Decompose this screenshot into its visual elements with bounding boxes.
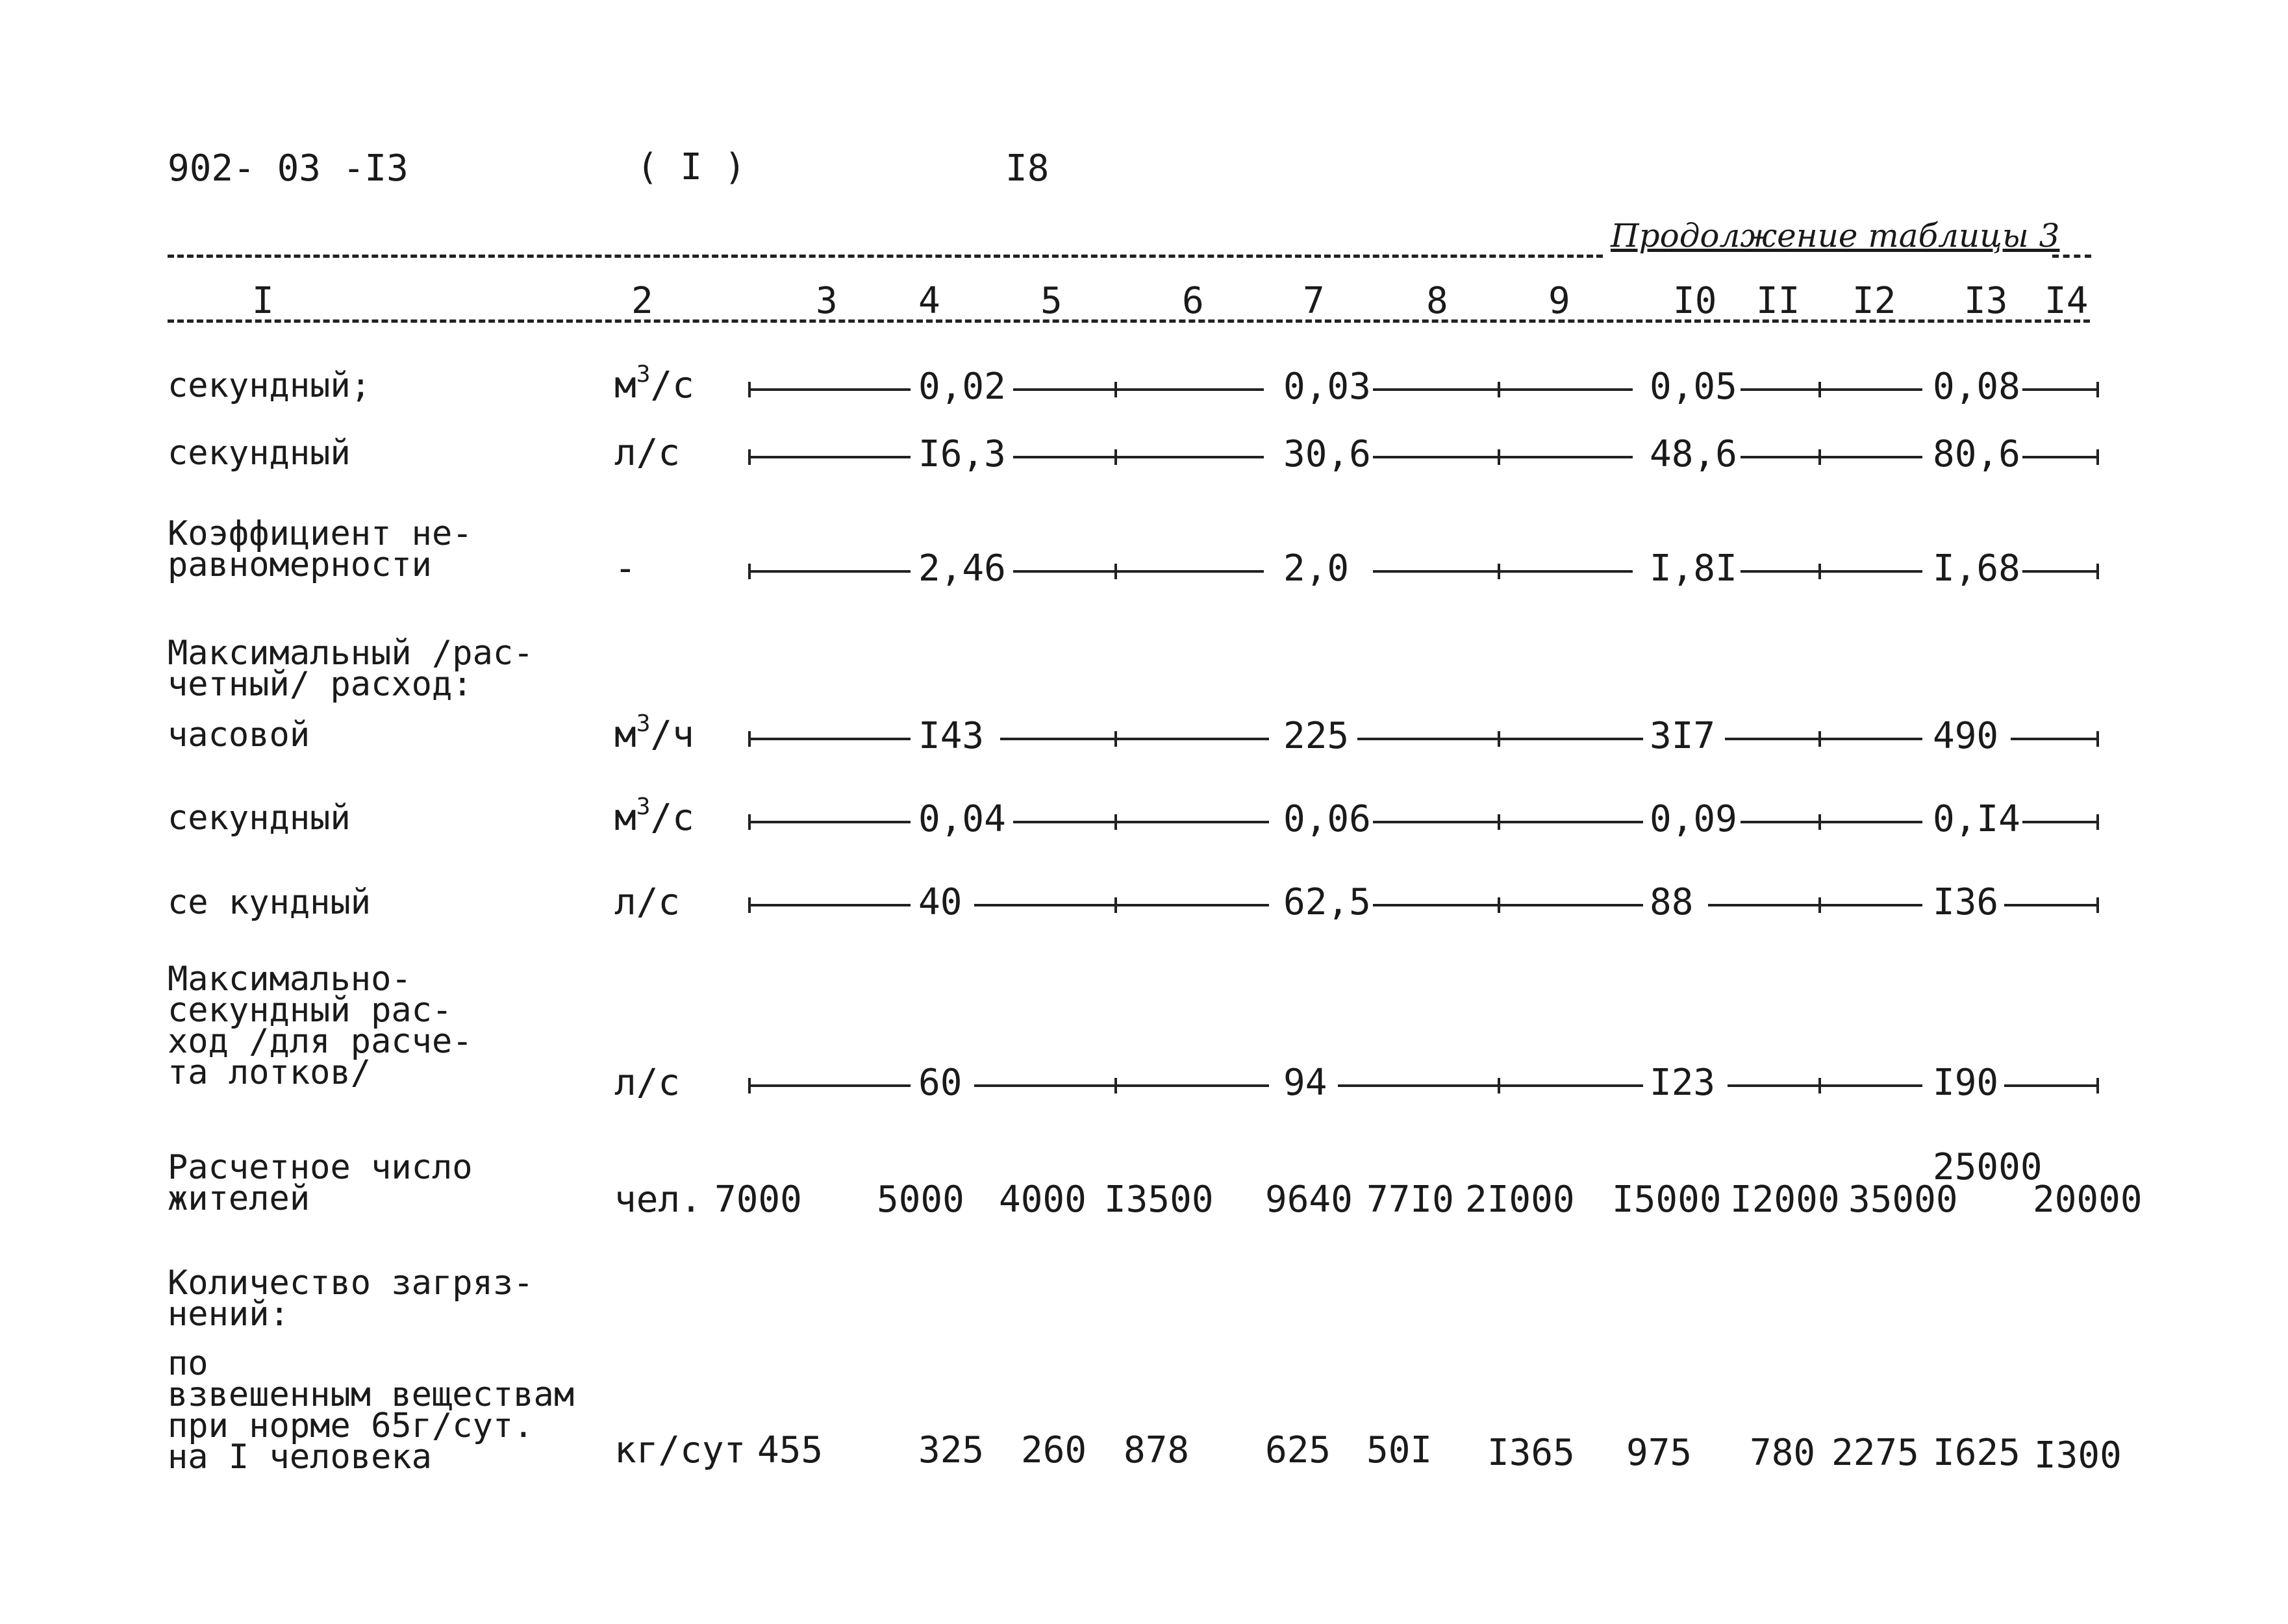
range-line [748,570,911,573]
range-line [2022,388,2099,391]
range-value: 225 [1283,715,1350,757]
range-tick [748,1078,751,1093]
top-dashed-rule [168,255,1603,258]
range-tick [1818,897,1821,913]
range-line [748,1084,911,1087]
range-tick [1114,564,1117,579]
range-value: 2,46 [918,547,1006,590]
range-value: 30,6 [1283,433,1371,475]
range-line [1741,456,1922,458]
range-tick [1114,731,1117,747]
population-value: 2I000 [1465,1179,1575,1221]
range-tick [1498,814,1500,830]
range-tick [748,897,751,913]
pollution-value: 325 [918,1429,985,1471]
range-tick [1498,731,1500,747]
row-label: се кундный [168,883,371,922]
population-value: 25000 [1933,1146,2043,1188]
population-value: 4000 [999,1179,1087,1221]
pollution-value: 975 [1626,1432,1692,1474]
pollution-value: 625 [1265,1429,1331,1471]
range-line [748,388,911,391]
population-value: 7000 [714,1179,802,1221]
column-number: 5 [1040,280,1062,322]
population-value: 20000 [2033,1179,2143,1221]
continuation-note: Продолжение таблицы 3 [1611,217,2060,255]
pollution-value: 780 [1750,1432,1816,1474]
range-value: 0,I4 [1933,798,2020,840]
row-unit: л/с [614,432,681,474]
row-label: секундный [168,434,351,473]
pollution-value: I365 [1487,1432,1575,1474]
range-line [1013,570,1264,573]
range-tick [748,382,751,397]
pollution-value: 50I [1366,1429,1433,1471]
range-line [1373,456,1633,458]
row-label: часовой [168,716,310,755]
range-line [974,904,1269,906]
range-line [748,904,911,906]
range-value: 0,02 [918,366,1006,408]
range-tick [1498,1078,1500,1093]
range-line [2004,904,2099,906]
range-tick [748,564,751,579]
range-value: 0,06 [1283,798,1371,840]
range-value: 0,04 [918,798,1006,840]
range-tick [1498,897,1500,913]
population-value: 77I0 [1366,1179,1454,1221]
range-value: 40 [918,881,962,923]
column-number: 9 [1548,280,1570,322]
population-value: I2000 [1730,1179,1840,1221]
range-line [1013,456,1264,458]
pollution-value: 260 [1021,1429,1087,1471]
pollution-value: 2275 [1831,1432,1919,1474]
range-value: 60 [918,1062,962,1104]
range-value: I36 [1933,881,1999,923]
range-value: 0,08 [1933,366,2020,408]
row-label: Максимально- секундный рас- ход /для расче- та лотков/ [168,960,473,1092]
range-line [1741,570,1922,573]
range-tick [1114,897,1117,913]
range-value: I6,3 [918,433,1006,475]
column-number: I0 [1673,280,1717,322]
range-line [1013,821,1269,823]
range-line [1373,904,1643,906]
range-line [1338,1084,1643,1087]
row-unit: $м^3/ч$ [614,710,694,756]
range-tick [1818,731,1821,747]
range-value: 3I7 [1650,715,1716,757]
row-unit: л/с [614,1062,681,1104]
range-tick [1114,449,1117,465]
row-unit: $м^3/с$ [614,361,694,406]
range-line [2011,738,2099,740]
pollution-value: I300 [2034,1434,2122,1477]
range-tick [1818,814,1821,830]
range-line [1708,904,1922,906]
range-line [1000,738,1269,740]
range-line [1728,1084,1922,1087]
column-number: 8 [1426,280,1448,322]
range-tick [1818,1078,1821,1093]
range-tick [1114,814,1117,830]
range-value: I90 [1933,1062,1999,1104]
range-tick [2096,731,2099,747]
range-line [1741,821,1922,823]
range-value: I,68 [1933,547,2020,590]
range-tick [748,731,751,747]
pollution-value: I625 [1933,1432,2020,1474]
range-tick [2096,897,2099,913]
column-number: I3 [1964,280,2008,322]
population-value: 9640 [1265,1179,1353,1221]
range-tick [2096,382,2099,397]
column-number: 4 [918,280,940,322]
row-unit: - [614,547,636,590]
range-line [1373,821,1643,823]
range-line [1357,738,1643,740]
range-line [1725,738,1922,740]
document-code: 902- 03 -I3 [168,147,409,190]
range-line [2022,570,2099,573]
range-line [1373,570,1633,573]
column-number: 2 [631,280,653,322]
document-part: ( I ) [636,146,746,188]
range-line [1373,388,1633,391]
range-tick [1818,382,1821,397]
section-heading: Максимальный /рас- четный/ расход: [168,634,534,704]
column-number: 6 [1182,280,1204,322]
range-tick [1498,564,1500,579]
row-label: секундный; [168,366,371,405]
column-number: 7 [1303,280,1325,322]
pollution-value: 455 [757,1429,823,1471]
range-value: 0,09 [1650,798,1737,840]
column-number: I [252,280,274,322]
range-tick [1114,382,1117,397]
column-number: I2 [1852,280,1896,322]
range-line [974,1084,1269,1087]
range-line [2022,456,2099,458]
range-value: 88 [1650,881,1694,923]
range-tick [1114,1078,1117,1093]
population-value: 5000 [877,1179,964,1221]
range-tick [748,814,751,830]
column-number: 3 [816,280,838,322]
range-tick [748,449,751,465]
row-unit: кг/сут [614,1429,746,1471]
row-label: по взвешенным веществам при норме 65г/сут. на I человека [168,1344,575,1477]
population-value: I3500 [1104,1179,1214,1221]
row-unit: чел. [614,1179,702,1221]
column-number: II [1756,280,1800,322]
range-value: 0,03 [1283,366,1371,408]
range-value: 80,6 [1933,433,2020,475]
population-value: I5000 [1612,1179,1722,1221]
range-value: I,8I [1650,547,1737,590]
range-line [2022,821,2099,823]
range-line [2004,1084,2099,1087]
top-dashed-rule-end [2052,255,2091,258]
range-value: 94 [1283,1062,1327,1104]
row-label: Расчетное число жителей [168,1148,473,1218]
range-value: 62,5 [1283,881,1371,923]
range-line [748,738,911,740]
range-tick [2096,1078,2099,1093]
range-value: 48,6 [1650,433,1737,475]
column-number: I4 [2044,280,2089,322]
section-heading: Количество загряз- нений: [168,1264,534,1334]
column-header-rule [168,319,2090,323]
range-tick [2096,564,2099,579]
row-label: секундный [168,799,351,838]
range-value: 0,05 [1650,366,1737,408]
range-line [1013,388,1264,391]
range-tick [1498,449,1500,465]
row-unit: $м^3/с$ [614,793,694,839]
range-value: 2,0 [1283,547,1350,590]
range-value: I43 [918,715,985,757]
range-tick [2096,814,2099,830]
row-label: Коэффициент не- равномерности [168,514,473,584]
range-tick [1818,449,1821,465]
range-tick [1818,564,1821,579]
page-number: I8 [1005,147,1050,190]
range-value: I23 [1650,1062,1716,1104]
range-line [748,821,911,823]
population-value: 35000 [1848,1179,1958,1221]
range-tick [2096,449,2099,465]
range-value: 490 [1933,715,1999,757]
row-unit: л/с [614,881,681,923]
range-line [748,456,911,458]
range-tick [1498,382,1500,397]
pollution-value: 878 [1124,1429,1190,1471]
range-line [1741,388,1922,391]
